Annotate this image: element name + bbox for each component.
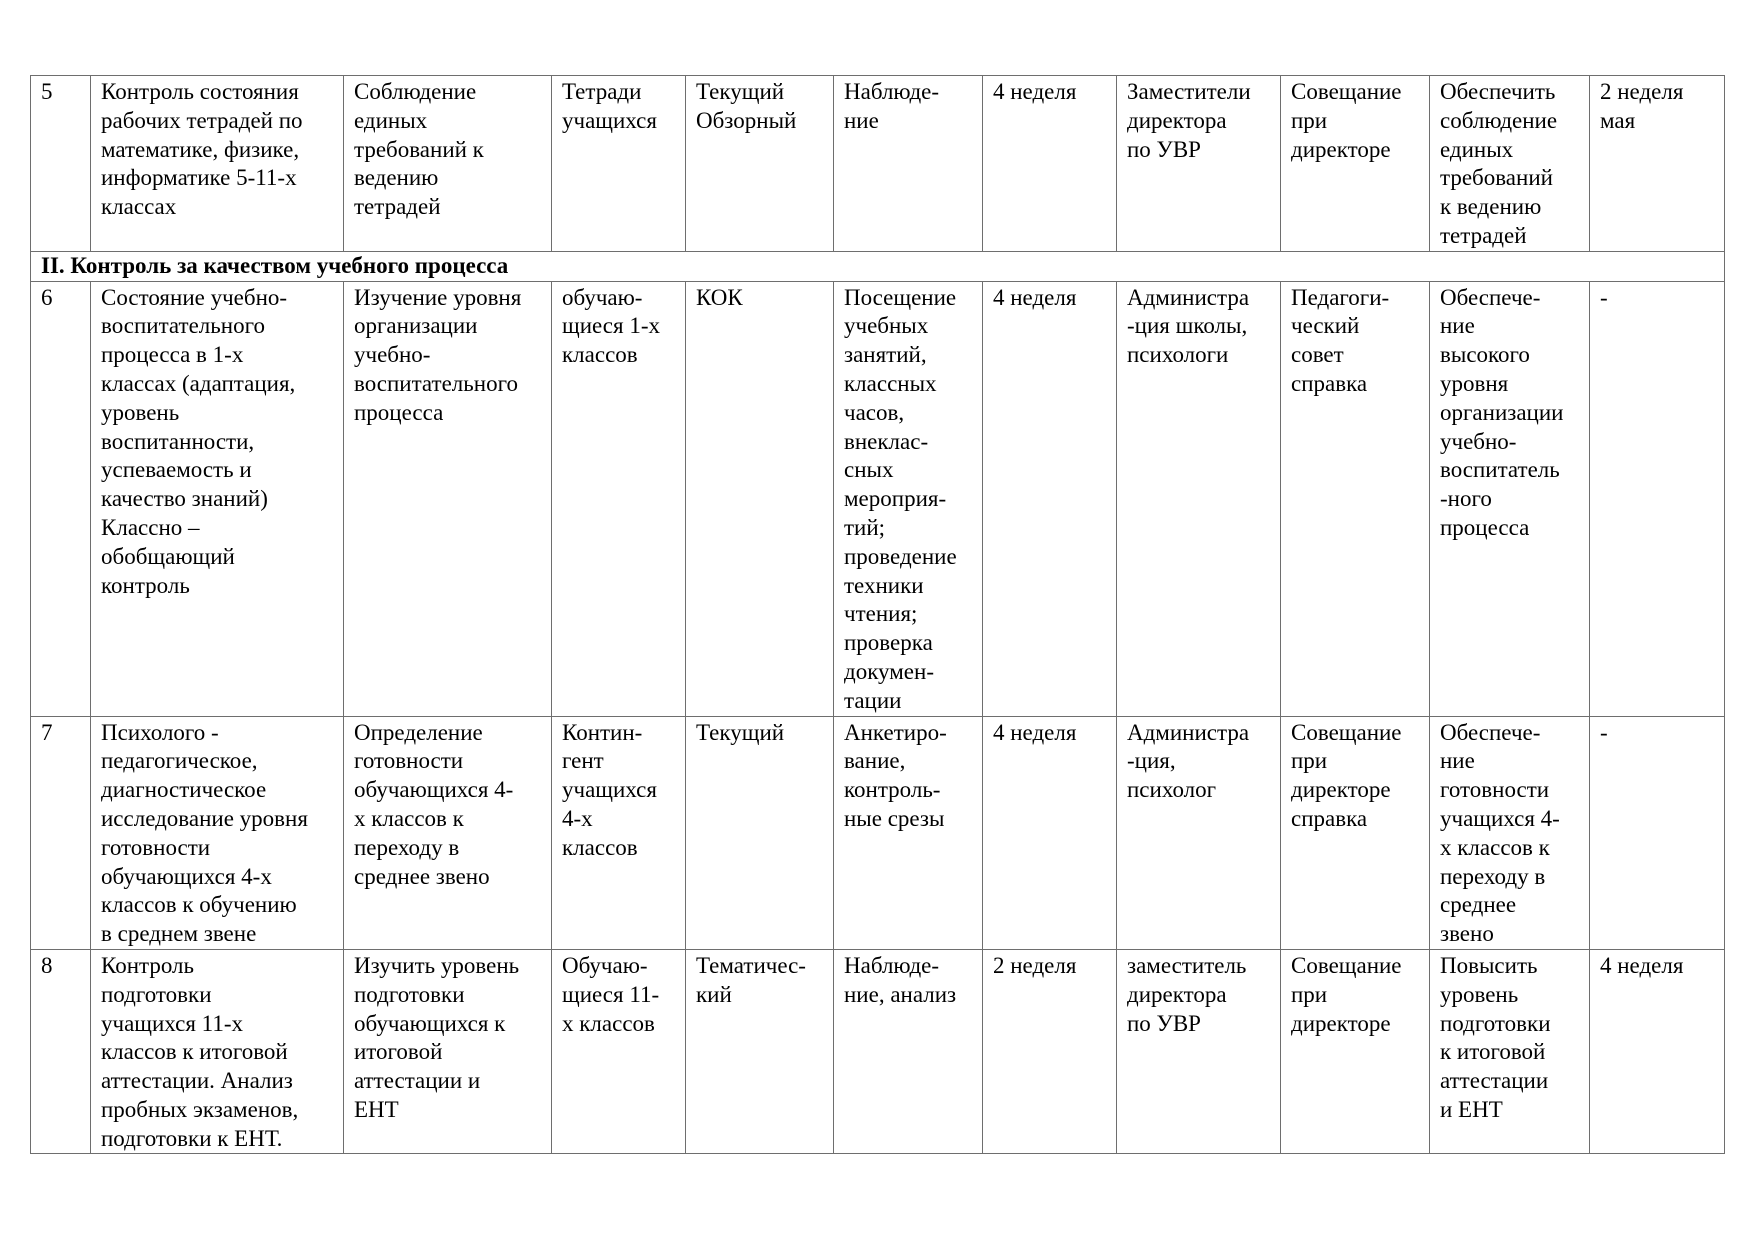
- row-number-cell: [31, 949, 91, 1154]
- control-type-cell: [686, 76, 834, 252]
- row-number: 6: [41, 284, 53, 310]
- control-period-cell: [983, 716, 1117, 949]
- row-number: 8: [41, 952, 53, 978]
- control-type: Текущий Обзорный: [696, 79, 797, 133]
- control-period: 4 неделя: [993, 719, 1077, 745]
- control-object-cell: [552, 76, 686, 252]
- control-subject-cell: [91, 716, 344, 949]
- control-plan-table: [30, 75, 1725, 1154]
- recheck: -: [1600, 284, 1608, 310]
- control-object: Контин- гент учащихся 4-х классов: [562, 719, 657, 860]
- section-header-row: [31, 251, 1725, 281]
- control-period: 4 неделя: [993, 79, 1077, 104]
- responsible-cell: [1117, 716, 1281, 949]
- control-type: Тематичес- кий: [696, 952, 806, 1007]
- table-row: [31, 716, 1725, 949]
- review-place: Педагоги- ческий совет справка: [1291, 284, 1390, 396]
- control-method: Наблюде- ние: [844, 79, 940, 133]
- control-subject-cell: [91, 281, 344, 716]
- control-object-cell: [552, 281, 686, 716]
- control-method-cell: [834, 281, 983, 716]
- control-method: Анкетиро- вание, контроль- ные срезы: [844, 719, 947, 831]
- control-method: Посещение учебных занятий, классных часов, внеклас- сных мероприя- тий; проведение техники чтения; проверка докумен- тации: [844, 284, 957, 713]
- control-goal-cell: [344, 76, 552, 252]
- control-goal-cell: [344, 716, 552, 949]
- management-decision-cell: [1430, 716, 1590, 949]
- control-method: Наблюде- ние, анализ: [844, 952, 957, 1007]
- row-number: 5: [41, 79, 53, 104]
- recheck-cell: [1590, 949, 1725, 1154]
- responsible-cell: [1117, 949, 1281, 1154]
- control-type-cell: [686, 281, 834, 716]
- control-subject-cell: [91, 76, 344, 252]
- control-subject-cell: [91, 949, 344, 1154]
- control-method-cell: [834, 949, 983, 1154]
- control-period-cell: [983, 949, 1117, 1154]
- control-subject: Состояние учебно- воспитательного процесса в 1-х классах (адаптация, уровень воспитанности, успеваемость и качество знаний) Классно – обобщающий контроль: [101, 284, 296, 598]
- control-type: Текущий: [696, 719, 785, 745]
- responsible: Заместители директора по УВР: [1127, 79, 1251, 162]
- review-place-cell: [1281, 949, 1430, 1154]
- control-goal: Изучить уровень подготовки обучающихся к итоговой аттестации и ЕНТ: [354, 952, 520, 1122]
- control-goal: Изучение уровня организации учебно- воспитательного процесса: [354, 284, 522, 425]
- control-period-cell: [983, 76, 1117, 252]
- management-decision-cell: [1430, 281, 1590, 716]
- row-number-cell: [31, 281, 91, 716]
- management-decision-cell: [1430, 76, 1590, 252]
- control-goal-cell: [344, 281, 552, 716]
- control-period: 2 неделя: [993, 952, 1077, 978]
- control-subject: Психолого - педагогическое, диагностическое исследование уровня готовности обучающихся 4-х классов к обучению в среднем звене: [101, 719, 308, 947]
- control-type-cell: [686, 716, 834, 949]
- control-object: обучаю- щиеся 1-х классов: [562, 284, 660, 368]
- review-place: Совещание при директоре: [1291, 79, 1402, 162]
- control-goal: Определение готовности обучающихся 4- х классов к переходу в среднее звено: [354, 719, 514, 889]
- row-number-cell: [31, 76, 91, 252]
- recheck: 4 неделя: [1600, 952, 1684, 978]
- control-goal-cell: [344, 949, 552, 1154]
- control-method-cell: [834, 716, 983, 949]
- management-decision: Повысить уровень подготовки к итоговой аттестации и ЕНТ: [1440, 952, 1551, 1122]
- management-decision: Обеспече- ние готовности учащихся 4- х классов к переходу в среднее звено: [1440, 719, 1560, 947]
- control-method-cell: [834, 76, 983, 252]
- control-goal: Соблюдение единых требований к ведению тетрадей: [354, 79, 484, 220]
- responsible-cell: [1117, 281, 1281, 716]
- management-decision: Обеспечить соблюдение единых требований к ведению тетрадей: [1440, 79, 1558, 248]
- responsible: заместитель директора по УВР: [1127, 952, 1247, 1036]
- control-subject: Контроль подготовки учащихся 11-х классов к итоговой аттестации. Анализ пробных экзаменов, подготовки к ЕНТ.: [101, 952, 299, 1151]
- recheck-cell: [1590, 281, 1725, 716]
- review-place-cell: [1281, 281, 1430, 716]
- control-object: Тетради учащихся: [562, 79, 657, 133]
- control-period-cell: [983, 281, 1117, 716]
- control-type-cell: [686, 949, 834, 1154]
- management-decision: Обеспече- ние высокого уровня организации учебно- воспитатель -ного процесса: [1440, 284, 1564, 540]
- table-row: [31, 949, 1725, 1154]
- control-period: 4 неделя: [993, 284, 1077, 310]
- row-number-cell: [31, 716, 91, 949]
- control-object-cell: [552, 949, 686, 1154]
- control-subject: Контроль состояния рабочих тетрадей по математике, физике, информатике 5-11-х классах: [101, 79, 303, 220]
- responsible: Администра -ция, психолог: [1127, 719, 1250, 803]
- table-row: [31, 281, 1725, 716]
- responsible: Администра -ция школы, психологи: [1127, 284, 1250, 368]
- recheck: 2 неделя мая: [1600, 79, 1684, 133]
- recheck-cell: [1590, 716, 1725, 949]
- table-row: [31, 76, 1725, 252]
- review-place-cell: [1281, 716, 1430, 949]
- row-number: 7: [41, 719, 53, 745]
- control-object-cell: [552, 716, 686, 949]
- responsible-cell: [1117, 76, 1281, 252]
- review-place-cell: [1281, 76, 1430, 252]
- section-title: II. Контроль за качеством учебного процесса: [31, 251, 1725, 281]
- review-place: Совещание при директоре: [1291, 952, 1402, 1036]
- management-decision-cell: [1430, 949, 1590, 1154]
- recheck-cell: [1590, 76, 1725, 252]
- recheck: -: [1600, 719, 1608, 745]
- control-object: Обучаю- щиеся 11- х классов: [562, 952, 660, 1036]
- control-type: КОК: [696, 284, 743, 310]
- review-place: Совещание при директоре справка: [1291, 719, 1402, 831]
